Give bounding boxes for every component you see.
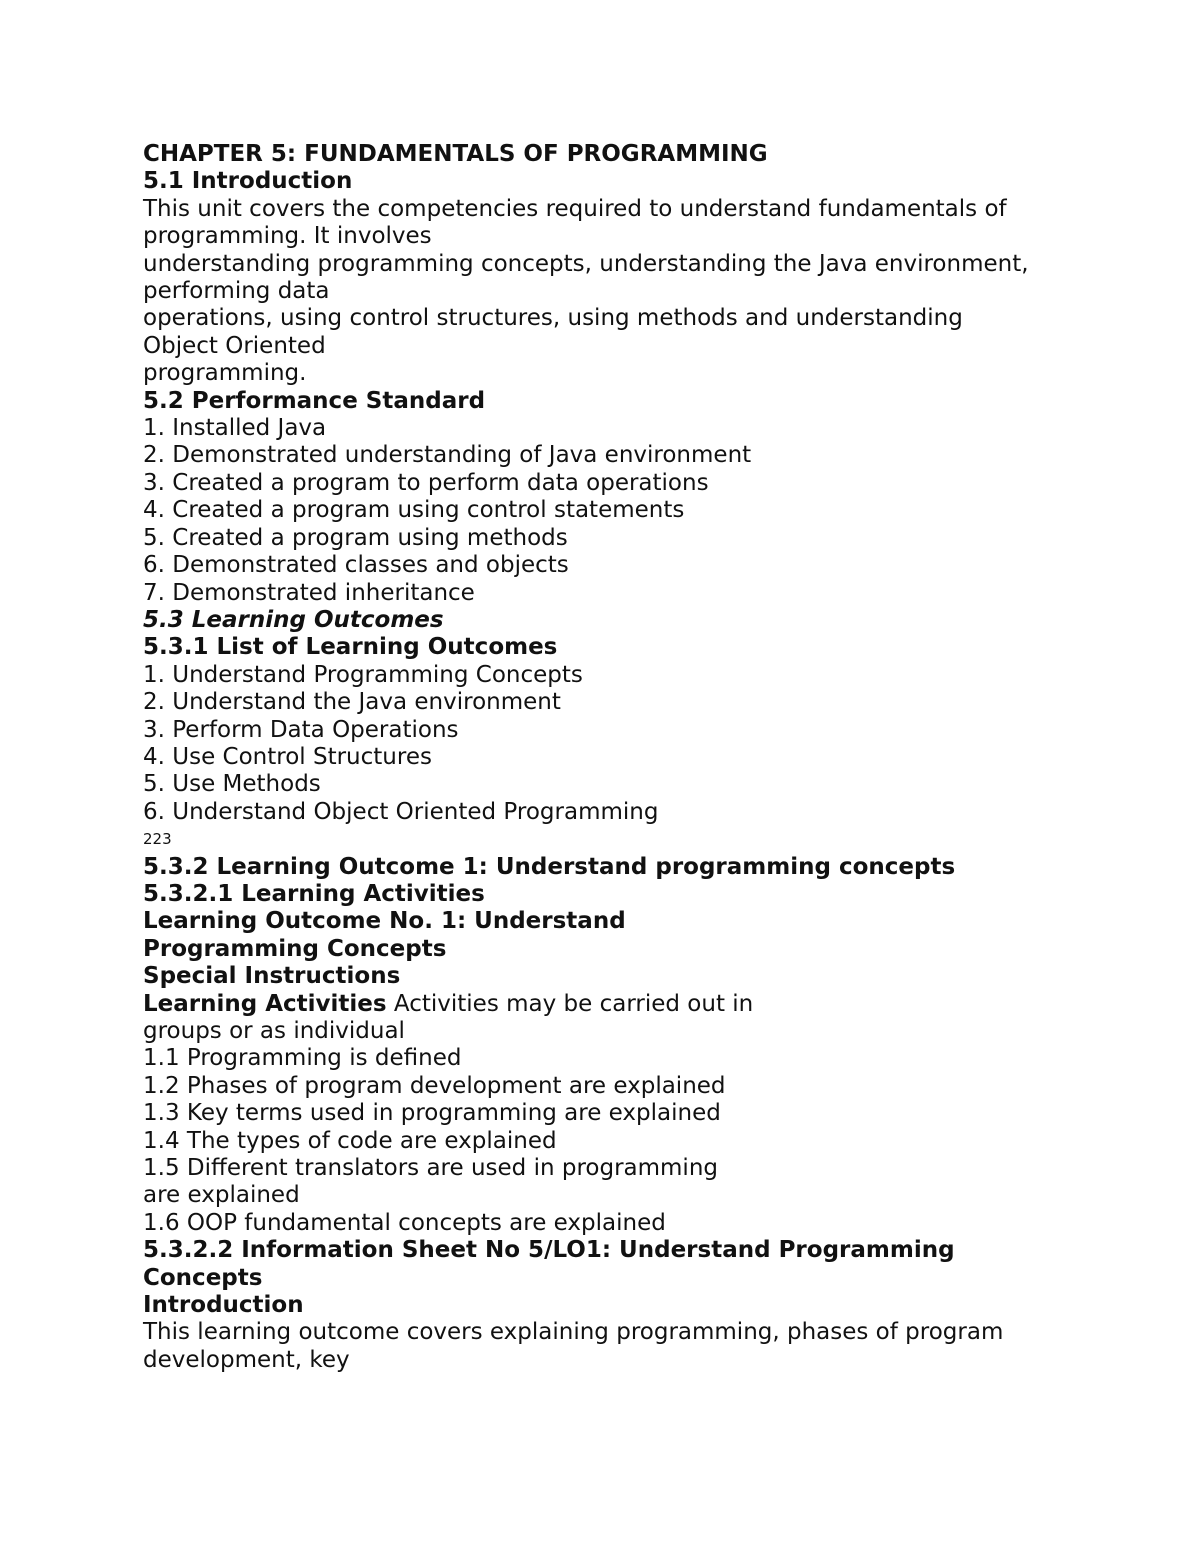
list-item: 4. Created a program using control statements [143,497,685,524]
activities-label: Learning Activities [143,990,387,1017]
list-item: 3. Created a program to perform data operations [143,469,709,496]
performance-heading: 5.2 Performance Standard [143,387,486,414]
list-item: 2. Understand the Java environment [143,689,561,716]
list-item: 1.4 The types of code are explained [143,1127,557,1154]
intro-line: performing data [143,278,330,305]
intro-line: programming. [143,360,307,387]
intro-line: understanding programming concepts, understanding the Java environment, [143,250,1029,277]
list-item: are explained [143,1182,300,1209]
list-item: 1.2 Phases of program development are explained [143,1072,726,1099]
intro-line: This unit covers the competencies required to understand fundamentals of [143,195,1007,222]
list-item: 1.5 Different translators are used in programming [143,1155,718,1182]
list-item: 6. Understand Object Oriented Programming [143,798,659,825]
lo1-heading: 5.3.2 Learning Outcome 1: Understand programming concepts [143,853,956,880]
info-sheet-heading: 5.3.2.2 Information Sheet No 5/LO1: Understand Programming [143,1237,955,1264]
special-instructions-heading: Special Instructions [143,963,401,990]
list-item: 1. Installed Java [143,415,327,442]
list-item: 3. Perform Data Operations [143,716,459,743]
list-item: 5. Use Methods [143,771,321,798]
lo1-title-line: Learning Outcome No. 1: Understand [143,908,626,935]
list-item: 4. Use Control Structures [143,743,432,770]
activities-paragraph [143,991,1103,1018]
info-sheet-heading: Concepts [143,1264,263,1291]
list-item: 7. Demonstrated inheritance [143,579,475,606]
performance-list [143,415,1103,607]
outcomes-list-heading: 5.3.1 List of Learning Outcomes [143,634,558,661]
list-item: 6. Demonstrated classes and objects [143,552,569,579]
list-item: 5. Created a program using methods [143,524,568,551]
intro-paragraph [143,196,1103,388]
document-page [143,141,1103,1374]
info-intro-line: development, key [143,1346,350,1373]
list-item: 1.6 OOP fundamental concepts are explained [143,1209,666,1236]
intro-line: operations, using control structures, using methods and understanding [143,305,963,332]
list-item: 1.3 Key terms used in programming are explained [143,1100,721,1127]
page-number: 223 [143,830,172,849]
list-item: 1. Understand Programming Concepts [143,661,583,688]
intro-line: Object Oriented [143,332,326,359]
activities-text-line: groups or as individual [143,1018,405,1044]
activities-text: Activities may be carried out in [386,990,754,1017]
list-item: 1.1 Programming is defined [143,1045,462,1072]
lo1-activities-heading: 5.3.2.1 Learning Activities [143,880,485,907]
intro-line: programming. It involves [143,223,432,250]
info-intro-heading: Introduction [143,1292,304,1319]
lo1-title-line: Programming Concepts [143,935,447,962]
info-intro-line: This learning outcome covers explaining programming, phases of program [143,1319,1004,1346]
outcomes-heading: 5.3 Learning Outcomes [143,606,444,633]
list-item: 2. Demonstrated understanding of Java environment [143,442,752,469]
lo1-list [143,1045,1103,1237]
intro-heading: 5.1 Introduction [143,168,353,195]
chapter-title: CHAPTER 5: FUNDAMENTALS OF PROGRAMMING [143,141,768,167]
outcomes-list [143,662,1103,826]
